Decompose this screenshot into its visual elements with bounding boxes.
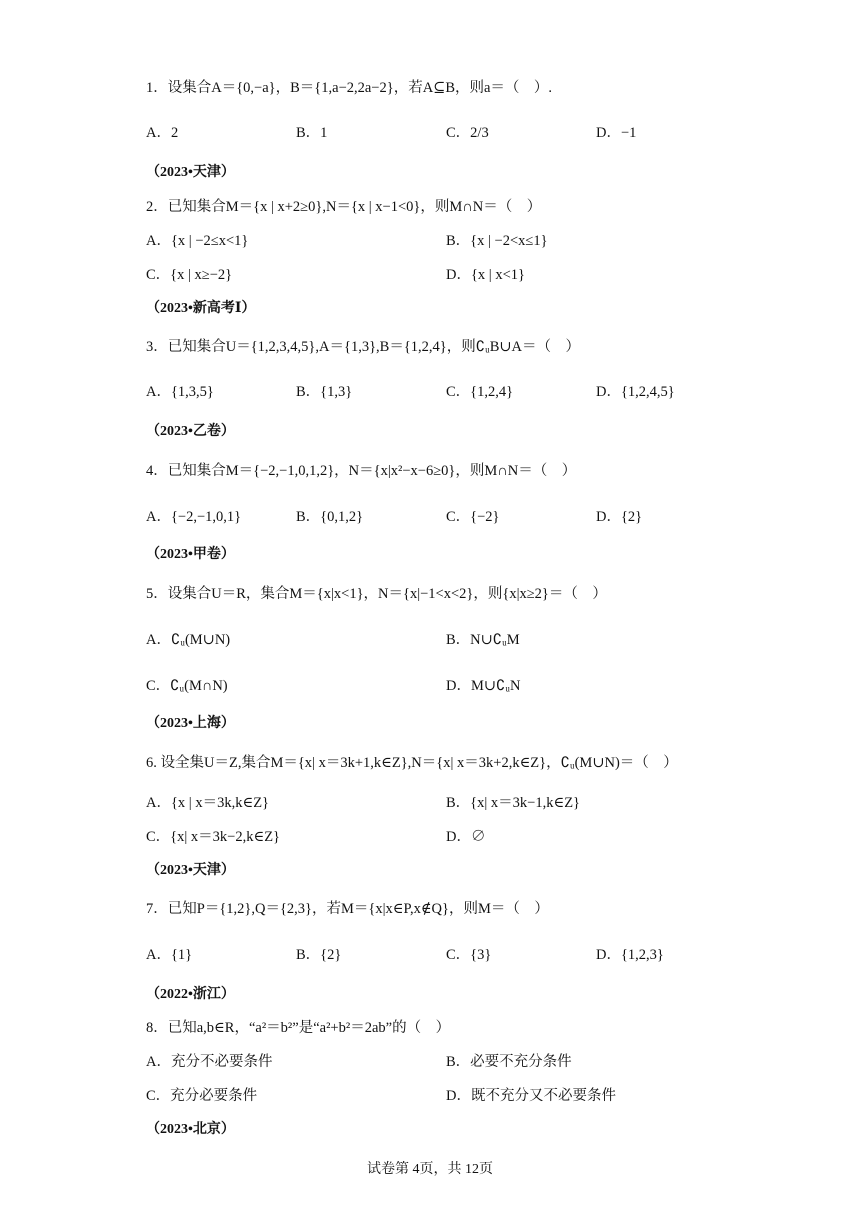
question-4-stem: 4．已知集合M＝{−2,−1,0,1,2}，N＝{x|x²−x−6≥0}，则M∩N＝（ ） <box>146 463 577 479</box>
q3-option-a: A．{1,3,5} <box>146 384 214 400</box>
q4-option-c: C．{−2} <box>446 509 500 525</box>
q2-source: （2023•天津） <box>146 165 235 180</box>
q6-option-a: A．{x | x＝3k,k∈Z} <box>146 795 270 811</box>
q5-option-d: D．M∪∁ᵤN <box>446 678 521 694</box>
q3-source: （2023•新高考Ⅰ） <box>146 301 256 316</box>
question-3-stem: 3．已知集合U＝{1,2,3,4,5},A＝{1,3},B＝{1,2,4}，则∁ᵤB∪A＝（ ） <box>146 339 581 355</box>
q4-option-b: B．{0,1,2} <box>296 509 364 525</box>
q1-option-c: C．2/3 <box>446 125 489 141</box>
q8-option-b: B．必要不充分条件 <box>446 1054 572 1070</box>
q8-option-d: D．既不充分又不必要条件 <box>446 1088 616 1104</box>
q2-option-a: A．{x | −2≤x<1} <box>146 233 249 249</box>
question-2-stem: 2．已知集合M＝{x | x+2≥0},N＝{x | x−1<0}，则M∩N＝（ ） <box>146 199 542 215</box>
q5-option-a: A．∁ᵤ(M∪N) <box>146 632 231 648</box>
q6-option-d: D．∅ <box>446 829 486 845</box>
q3-option-c: C．{1,2,4} <box>446 384 514 400</box>
question-7-stem: 7．已知P＝{1,2},Q＝{2,3}，若M＝{x|x∈P,x∉Q}，则M＝（ ） <box>146 901 549 917</box>
question-5-stem: 5．设集合U＝R，集合M＝{x|x<1}，N＝{x|−1<x<2}，则{x|x≥2}＝（ ） <box>146 586 607 602</box>
q8-source: （2022•浙江） <box>146 987 235 1002</box>
next-source: （2023•北京） <box>146 1122 235 1137</box>
q5-option-c: C．∁ᵤ(M∩N) <box>146 678 228 694</box>
question-8-stem: 8．已知a,b∈R，“a²＝b²”是“a²+b²＝2ab”的（ ） <box>146 1020 451 1036</box>
question-6-stem: 6. 设全集U＝Z,集合M＝{x| x＝3k+1,k∈Z},N＝{x| x＝3k+2,k∈Z}，∁ᵤ(M∪N)＝（ ） <box>146 755 678 771</box>
page-footer: 试卷第 4页，共 12页 <box>367 1162 493 1177</box>
q6-option-b: B．{x| x＝3k−1,k∈Z} <box>446 795 581 811</box>
q7-option-b: B．{2} <box>296 947 342 963</box>
q1-option-b: B．1 <box>296 125 328 141</box>
q8-option-c: C．充分必要条件 <box>146 1088 258 1104</box>
q4-option-a: A．{−2,−1,0,1} <box>146 509 242 525</box>
q4-source: （2023•乙卷） <box>146 424 235 439</box>
q5-option-b: B．N∪∁ᵤM <box>446 632 520 648</box>
q1-option-d: D．−1 <box>596 125 637 141</box>
q3-option-d: D．{1,2,4,5} <box>596 384 675 400</box>
q1-option-a: A．2 <box>146 125 179 141</box>
q7-source: （2023•天津） <box>146 863 235 878</box>
q3-option-b: B．{1,3} <box>296 384 353 400</box>
q7-option-c: C．{3} <box>446 947 492 963</box>
q8-option-a: A．充分不必要条件 <box>146 1054 273 1070</box>
q6-option-c: C．{x| x＝3k−2,k∈Z} <box>146 829 281 845</box>
q7-option-d: D．{1,2,3} <box>596 947 664 963</box>
q2-option-b: B．{x | −2<x≤1} <box>446 233 548 249</box>
q4-option-d: D．{2} <box>596 509 643 525</box>
q7-option-a: A．{1} <box>146 947 193 963</box>
q2-option-c: C．{x | x≥−2} <box>146 267 233 283</box>
q6-source: （2023•上海） <box>146 716 235 731</box>
question-1-stem: 1．设集合A＝{0,−a}，B＝{1,a−2,2a−2}，若A⊆B，则a＝（ ）. <box>146 80 553 96</box>
q5-source: （2023•甲卷） <box>146 547 235 562</box>
q2-option-d: D．{x | x<1} <box>446 267 525 283</box>
